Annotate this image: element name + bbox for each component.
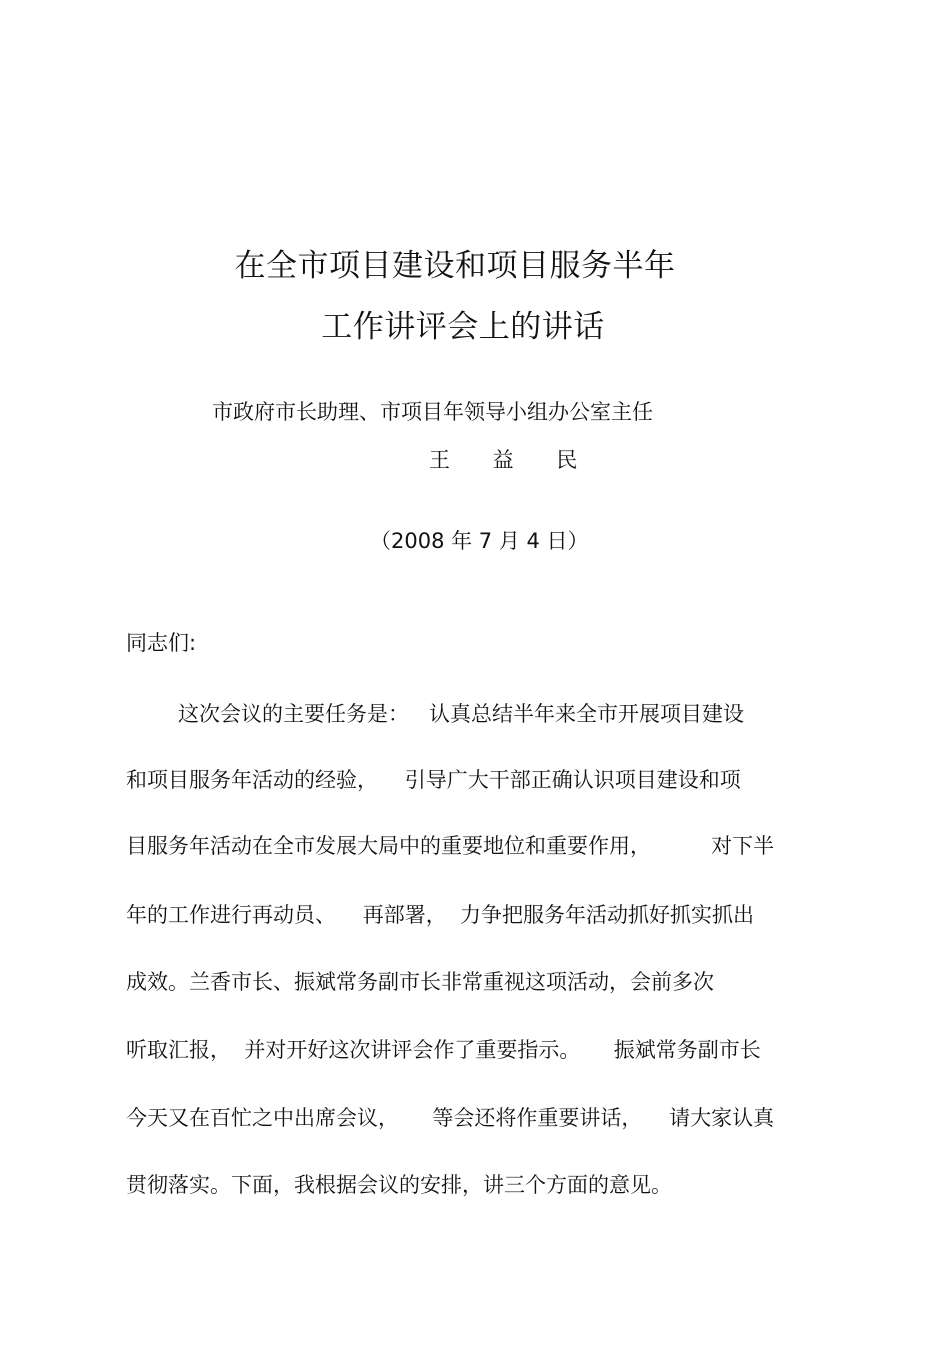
- body-line: 听取汇报， 并对开好这次讲评会作了重要指示。 振斌常务副市长: [126, 1038, 761, 1062]
- salutation: 同志们:: [126, 631, 197, 655]
- body-line: 年的工作进行再动员、 再部署， 力争把服务年活动抓好抓实抓出: [126, 903, 755, 927]
- body-line: 成效。兰香市长、振斌常务副市长非常重视这项活动，会前多次: [126, 970, 714, 994]
- body-line: 这次会议的主要任务是： 认真总结半年来全市开展项目建设: [178, 702, 745, 726]
- body-line: 和项目服务年活动的经验， 引导广大干部正确认识项目建设和项: [126, 768, 741, 792]
- body-line: 目服务年活动在全市发展大局中的重要地位和重要作用， 对下半: [126, 834, 775, 858]
- document-title-line-2: 工作讲评会上的讲话: [321, 309, 605, 345]
- author-role: 市政府市长助理、市项目年领导小组办公室主任: [212, 400, 653, 424]
- document-title-line-1: 在全市项目建设和项目服务半年: [234, 248, 676, 284]
- speech-date: （2008 年 7 月 4 日）: [370, 529, 589, 553]
- body-line: 贯彻落实。下面，我根据会议的安排，讲三个方面的意见。: [126, 1173, 672, 1197]
- author-name: 王 益 民: [429, 448, 596, 472]
- body-line: 今天又在百忙之中出席会议， 等会还将作重要讲话， 请大家认真: [126, 1106, 775, 1130]
